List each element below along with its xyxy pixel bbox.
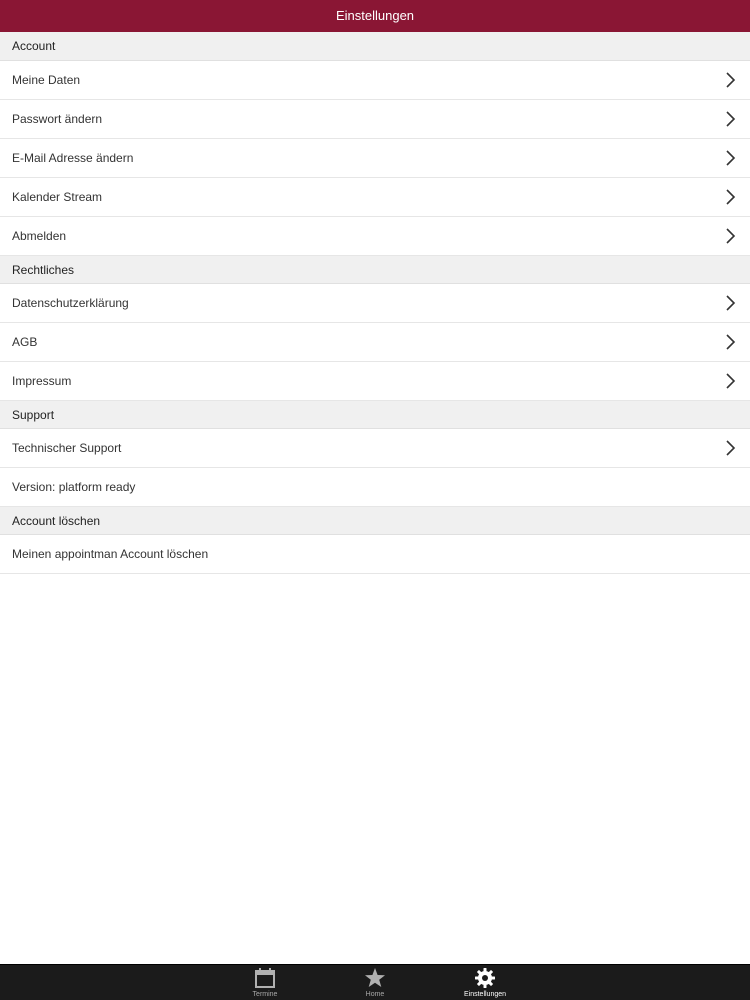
settings-item-datenschutz[interactable] bbox=[0, 284, 750, 323]
settings-item-passwort-aendern[interactable] bbox=[0, 100, 750, 139]
chevron-right-icon bbox=[724, 72, 736, 88]
settings-item-abmelden[interactable] bbox=[0, 217, 750, 256]
navigation-bar bbox=[0, 0, 750, 32]
chevron-right-icon bbox=[724, 111, 736, 127]
settings-item-label: E-Mail Adresse ändern bbox=[12, 151, 134, 165]
settings-item-label: Passwort ändern bbox=[12, 112, 103, 126]
calendar-icon bbox=[254, 967, 276, 989]
settings-item-label: Meine Daten bbox=[12, 73, 81, 87]
settings-item-technischer-support[interactable] bbox=[0, 429, 750, 468]
delete-account-button[interactable] bbox=[0, 535, 750, 574]
section-header-account: Account bbox=[0, 32, 750, 61]
chevron-right-icon bbox=[724, 150, 736, 166]
tab-label: Home bbox=[365, 991, 385, 998]
settings-item-label: AGB bbox=[12, 335, 38, 349]
settings-item-label: Meinen appointman Account löschen bbox=[12, 547, 209, 561]
chevron-right-icon bbox=[724, 189, 736, 205]
tab-label: Einstellungen bbox=[463, 991, 507, 998]
settings-list bbox=[0, 32, 750, 574]
settings-item-agb[interactable] bbox=[0, 323, 750, 362]
page-title: Einstellungen bbox=[335, 8, 415, 23]
settings-item-label: Impressum bbox=[12, 374, 72, 388]
settings-item-label: Technischer Support bbox=[12, 441, 122, 455]
settings-item-label: Kalender Stream bbox=[12, 190, 103, 204]
section-header-rechtliches: Rechtliches bbox=[0, 256, 750, 284]
settings-item-label: Datenschutzerklärung bbox=[12, 296, 129, 310]
star-icon bbox=[364, 967, 386, 989]
settings-item-meine-daten[interactable] bbox=[0, 61, 750, 100]
gear-icon bbox=[474, 967, 496, 989]
chevron-right-icon bbox=[724, 440, 736, 456]
settings-item-kalender-stream[interactable] bbox=[0, 178, 750, 217]
chevron-right-icon bbox=[724, 295, 736, 311]
chevron-right-icon bbox=[724, 334, 736, 350]
tab-label: Termine bbox=[252, 991, 278, 998]
tab-einstellungen[interactable] bbox=[450, 965, 520, 1000]
section-header-support: Support bbox=[0, 401, 750, 429]
settings-item-label: Abmelden bbox=[12, 229, 67, 243]
tab-bar bbox=[0, 964, 750, 1000]
tab-termine[interactable] bbox=[230, 965, 300, 1000]
version-info bbox=[0, 468, 750, 507]
chevron-right-icon bbox=[724, 373, 736, 389]
section-header-account-loeschen: Account löschen bbox=[0, 507, 750, 535]
version-label: Version: platform ready bbox=[12, 480, 136, 494]
settings-item-email-aendern[interactable] bbox=[0, 139, 750, 178]
chevron-right-icon bbox=[724, 228, 736, 244]
settings-item-impressum[interactable] bbox=[0, 362, 750, 401]
tab-home[interactable] bbox=[340, 965, 410, 1000]
